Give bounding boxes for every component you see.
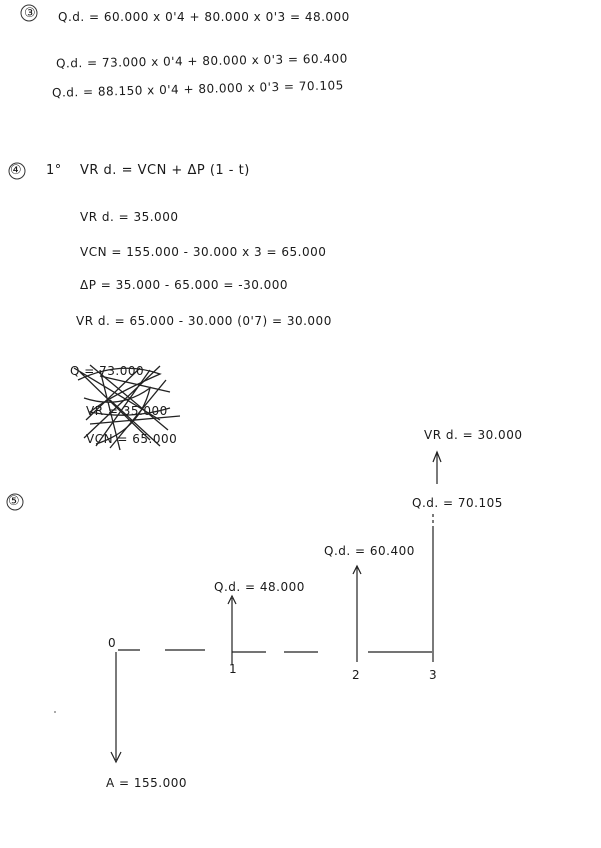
section-4-line-2: VCN = 155.000 - 30.000 x 3 = 65.000: [80, 245, 327, 259]
scratched-line-3: VCN = 65.000: [86, 432, 178, 446]
time-3-label: 3: [429, 668, 438, 682]
section-3-line-3: Q.d. = 88.150 x 0'4 + 80.000 x 0'3 = 70.105: [51, 78, 344, 100]
flow-2-label: Q.d. = 60.400: [324, 544, 415, 558]
flow-3-label: Q.d. = 70.105: [412, 496, 503, 510]
section-4-number: ④: [10, 163, 23, 178]
section-3-circle: [21, 5, 37, 21]
flow-1-label: Q.d. = 48.000: [214, 580, 305, 594]
section-4-line-3: ΔP = 35.000 - 65.000 = -30.000: [80, 278, 289, 292]
time-ticks: [232, 528, 433, 664]
cross-out-scribble: [74, 365, 180, 450]
section-3-line-1: Q.d. = 60.000 x 0'4 + 80.000 x 0'3 = 48.000: [58, 10, 350, 24]
section-4-line-4: VR d. = 65.000 - 30.000 (0'7) = 30.000: [76, 314, 332, 328]
residual-value-label: VR d. = 30.000: [424, 428, 523, 442]
time-0-label: 0: [108, 636, 117, 650]
scratched-line-1: Q = 73.000: [70, 364, 145, 378]
section-4-heading: VR d. = VCN + ΔP (1 - t): [80, 163, 250, 178]
initial-investment-label: A = 155.000: [106, 776, 188, 790]
time-axis: [118, 650, 432, 652]
section-5-number: ⑤: [8, 494, 21, 509]
investment-arrow: [111, 652, 121, 762]
section-3-line-2: Q.d. = 73.000 x 0'4 + 80.000 x 0'3 = 60.400: [55, 51, 348, 71]
cash-flow-arrows: [228, 452, 441, 626]
section-3-number: ③: [24, 6, 37, 21]
scratched-line-2: VR = 35.000: [86, 404, 168, 418]
time-2-label: 2: [352, 668, 361, 682]
section-4-line-1: VR d. = 35.000: [80, 210, 179, 224]
section-4-first-marker: 1°: [46, 163, 62, 178]
section-4-circle: [9, 163, 25, 179]
section-5-circle: [7, 494, 23, 510]
time-1-label: 1: [229, 662, 238, 676]
